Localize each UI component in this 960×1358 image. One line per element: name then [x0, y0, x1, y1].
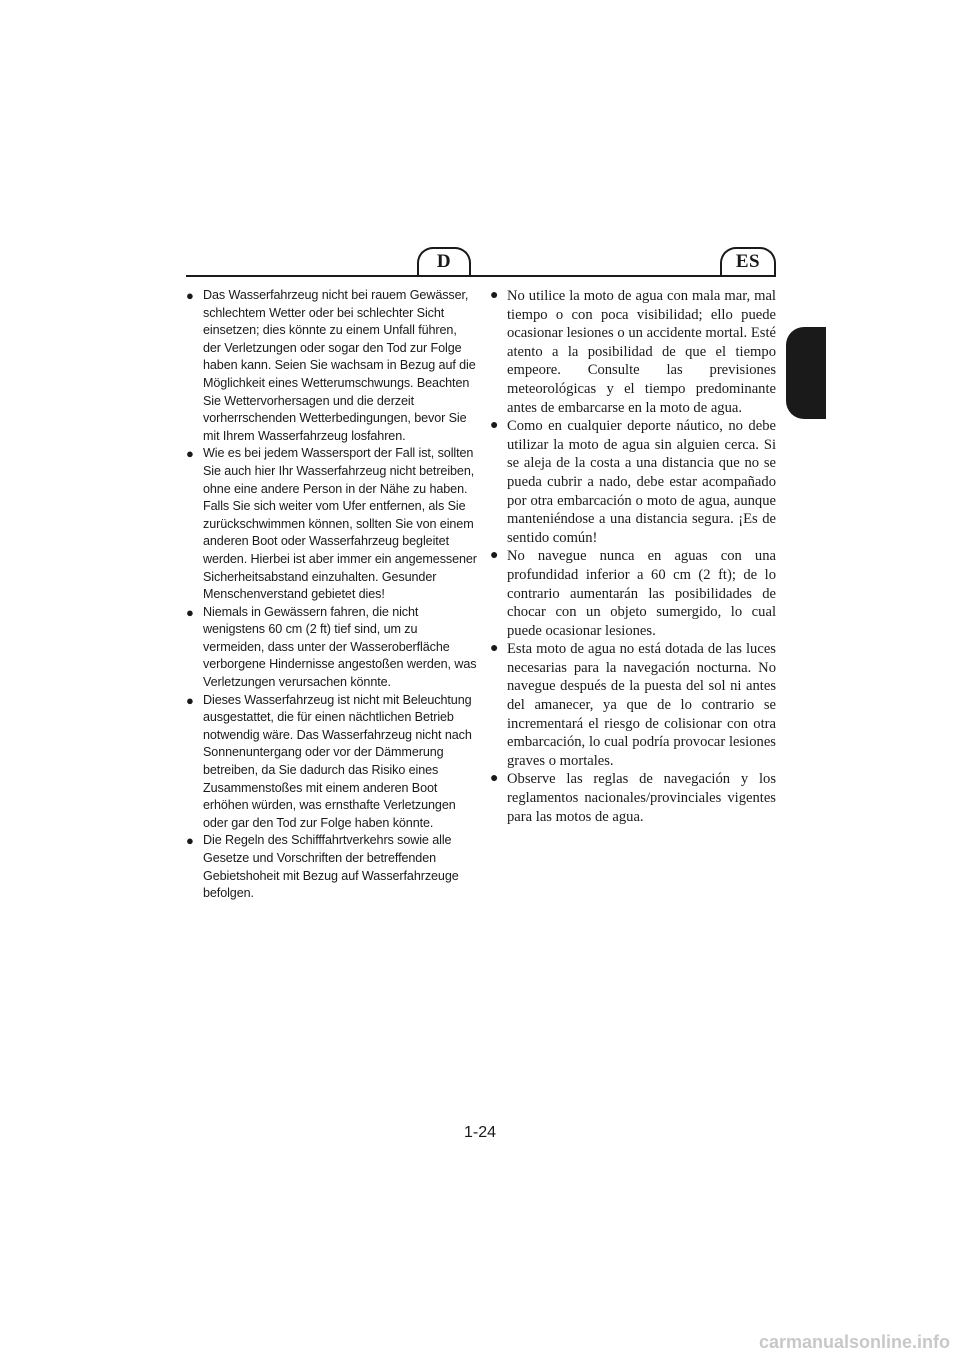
item-text: Das Wasserfahrzeug nicht bei rauem Gewässer, schlechtem Wetter oder bei schlechter Sicht einsetzen; dies könnte zu einem Unfall führen, der Verletzungen oder sogar den Tod zur Folge haben kann. Seien Sie wachsam in Bezug auf die Möglichkeit eines Wetterumschwungs. Beachten Sie Wettervorhersagen und die derzeit vorherrschenden Wetterbedingungen, bevor Sie mit Ihrem Wasserfahrzeug losfahren.: [203, 288, 476, 443]
bullet-icon: ●: [186, 604, 194, 620]
item-text: Wie es bei jedem Wassersport der Fall ist, sollten Sie auch hier Ihr Wasserfahrzeug nicht betreiben, ohne eine andere Person in der Nähe zu haben. Falls Sie sich weiter vom Ufer entfernen, als Sie zurückschwimmen können, sollten Sie von einem anderen Boot oder Wasserfahrzeug begleitet werden. Hierbei ist aber immer ein angemessener Sicherheitsabstand einzuhalten. Gesunder Menschenverstand gebietet dies!: [203, 446, 477, 602]
bullet-icon: ●: [186, 288, 194, 303]
item-text: Como en cualquier deporte náutico, no debe utilizar la moto de agua sin alguien cerca. Si se aleja de la costa a una distancia que no se pueda cubrir a nado, debe estar acompañado por otra embarcación o moto de agua, aunque manteniéndose a una distancia segura. ¡Es de sentido común!: [507, 418, 776, 546]
german-column: [186, 287, 478, 903]
list-item: [490, 640, 776, 770]
item-text: Niemals in Gewässern fahren, die nicht wenigstens 60 cm (2 ft) tief sind, um zu vermeiden, dass unter der Wasseroberfläche verborgene Hindernisse angestoßen werden, was Verletzungen verursachen könnte.: [203, 604, 477, 690]
item-text: Observe las reglas de navegación y los reglamentos nacionales/provinciales vigentes para las motos de agua.: [507, 771, 776, 825]
bullet-icon: ●: [490, 641, 499, 657]
item-text: No utilice la moto de agua con mala mar, mal tiempo o con poca visibilidad; ello puede ocasionar lesiones o un accidente mortal. Esté atento a la posibilidad de que el tiempo empeore. Consulte las previsiones meteorológicas y el tiempo predominante antes de embarcarse en la moto de agua.: [507, 288, 776, 416]
list-item: [186, 692, 478, 833]
list-item: [186, 832, 478, 902]
language-code-german: D: [436, 251, 452, 272]
list-item: [490, 547, 776, 640]
item-text: No navegue nunca en aguas con una profundidad inferior a 60 cm (2 ft); de lo contrario aumentarán las posibilidades de chocar con un objeto sumergido, lo cual puede ocasionar lesiones.: [507, 548, 776, 639]
bullet-icon: ●: [186, 446, 194, 462]
list-item: [490, 770, 776, 826]
bullet-icon: ●: [186, 692, 194, 708]
language-badge-german: [417, 247, 471, 275]
language-badge-spanish: [720, 247, 776, 275]
bullet-icon: ●: [186, 833, 194, 849]
page-number: 1-24: [463, 1124, 497, 1141]
list-item: [490, 287, 776, 417]
item-text: Die Regeln des Schifffahrtverkehrs sowie alle Gesetze und Vorschriften der betreffenden Gebietshoheit mit Bezug auf Wasserfahrzeuge befolgen.: [203, 833, 459, 901]
bullet-icon: ●: [490, 418, 499, 434]
list-item: [186, 287, 478, 445]
language-code-spanish: ES: [735, 251, 761, 272]
list-item: [186, 445, 478, 603]
bullet-icon: ●: [490, 771, 499, 787]
watermark: carmanualsonline.info: [758, 1332, 950, 1352]
item-text: Esta moto de agua no está dotada de las luces necesarias para la navegación nocturna. No navegue después de la puesta del sol ni antes del amanecer, ya que de lo contrario se incrementará el riesgo de colisionar con otra embarcación, lo cual podría provocar lesiones graves o mortales.: [507, 641, 776, 769]
list-item: [490, 417, 776, 547]
item-text: Dieses Wasserfahrzeug ist nicht mit Beleuchtung ausgestattet, die für einen nächtlichen Betrieb notwendig wäre. Das Wasserfahrzeug nicht nach Sonnenuntergang oder vor der Dämmerung betreiben, da Sie dadurch das Risiko eines Zusammenstoßes mit einem anderen Boot erhöhen würden, was ernsthafte Verletzungen oder gar den Tod zur Folge haben könnte.: [203, 692, 472, 830]
bullet-icon: ●: [490, 548, 499, 564]
list-item: [186, 604, 478, 692]
header-rule: [186, 275, 776, 277]
chapter-tab: [786, 327, 826, 419]
spanish-column: [490, 287, 776, 826]
bullet-icon: ●: [490, 288, 499, 303]
